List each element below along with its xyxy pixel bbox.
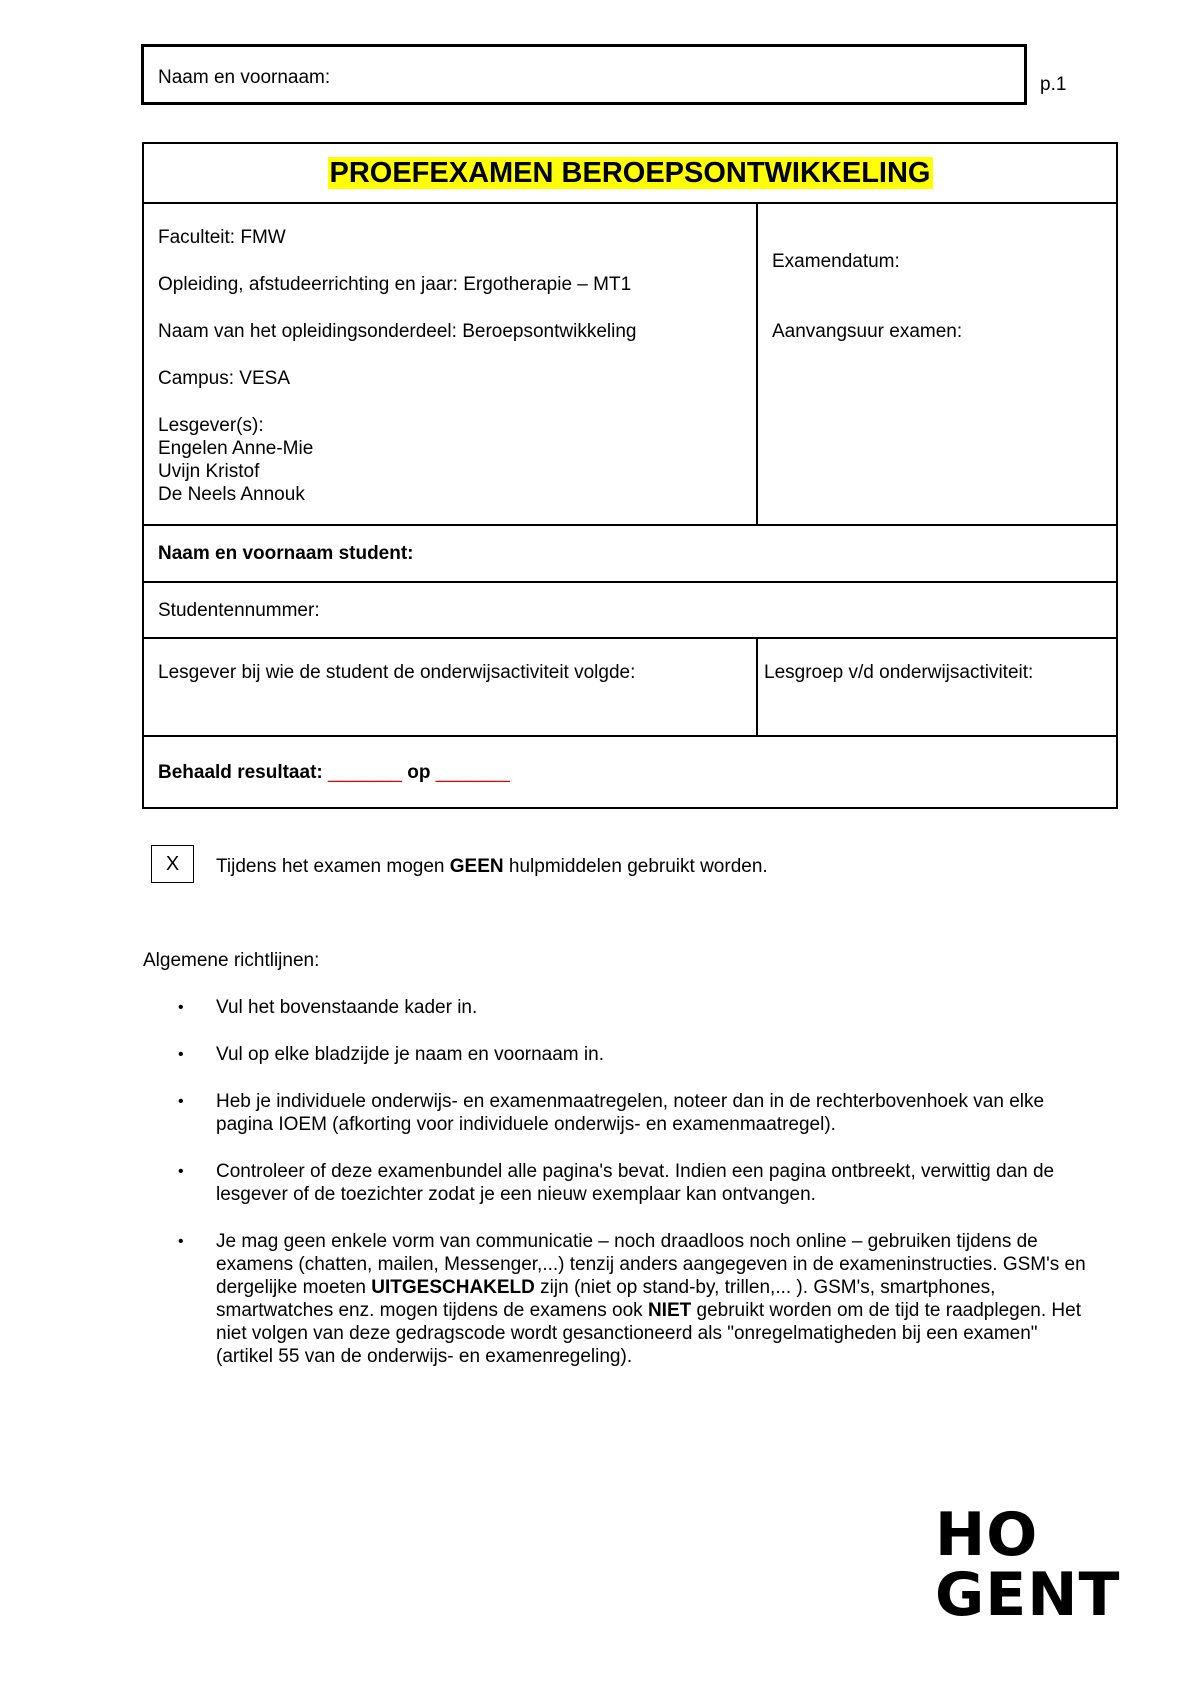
bullet-icon: • [178, 1046, 184, 1063]
lesgevers-list [158, 414, 742, 506]
student-name-label: Naam en voornaam: [158, 67, 331, 88]
lesgever-item: De Neels Annouk [158, 484, 305, 505]
bullet-icon: • [178, 1163, 184, 1180]
aanvangsuur-label: Aanvangsuur examen: [772, 321, 963, 342]
guideline-text: Controleer of deze examenbundel alle pagina's bevat. Indien een pagina ontbreekt, verwittig dan de lesgever of de toezichter zodat je een nieuw exemplaar kan ontvangen. [216, 1161, 1055, 1205]
page-number: p.1 [1040, 74, 1067, 95]
list-item [178, 996, 1096, 1019]
examendatum-label: Examendatum: [772, 251, 900, 272]
no-aids-checkbox[interactable]: X [151, 845, 194, 883]
guideline-text: Je mag geen enkele vorm van communicatie – noch draadloos noch online – gebruiken tijdens de examens (chatten, mailen, Messenger,...) tenzij anders aangegeven in de exameninstructies. GSM's en dergelijke moeten UITGESCHAKELD zijn (niet op stand-by, trillen,... ). GSM's, smartphones, smartwatches enz. mogen tijdens de examens ook NIET gebruikt worden om de tijd te raadplegen. Het niet volgen van deze gedragscode wordt gesanctioneerd als "onregelmatigheden bij een examen" (artikel 55 van de onderwijs- en examenregeling). [216, 1231, 1086, 1367]
student-name-field[interactable] [143, 525, 1117, 582]
resultaat-label: Behaald resultaat: [158, 761, 323, 783]
guideline-text: Vul het bovenstaande kader in. [216, 997, 478, 1018]
bullet-icon: • [178, 999, 184, 1016]
lesgever-student-label: Lesgever bij wie de student de onderwijsactiviteit volgde: [158, 662, 636, 683]
exam-title: PROEFEXAMEN BEROEPSONTWIKKELING [329, 157, 931, 189]
lesgroep-field[interactable] [757, 638, 1117, 736]
studentennummer-field[interactable] [143, 582, 1117, 638]
lesgever-student-field[interactable] [143, 638, 757, 736]
exam-date-cell[interactable] [757, 203, 1117, 525]
bullet-icon: • [178, 1233, 184, 1250]
studentennummer-label: Studentennummer: [158, 599, 320, 621]
logo-line-1: HO [935, 1500, 1039, 1570]
lesgever-item: Engelen Anne-Mie [158, 438, 314, 459]
faculteit: Faculteit: FMW [158, 227, 286, 248]
resultaat-blank-score[interactable]: _______ [328, 761, 402, 783]
hogent-logo [935, 1500, 1121, 1630]
logo-line-2: GENT [935, 1560, 1121, 1630]
list-item [178, 1043, 1096, 1066]
opleiding: Opleiding, afstudeerrichting en jaar: Ergotherapie – MT1 [158, 274, 632, 295]
lesgevers-label: Lesgever(s): [158, 415, 264, 436]
campus: Campus: VESA [158, 368, 290, 389]
list-item [178, 1230, 1096, 1368]
no-aids-text-b: hulpmiddelen gebruikt worden. [503, 856, 768, 877]
guidelines-list [178, 996, 1096, 1392]
resultaat-blank-max[interactable]: _______ [435, 761, 510, 783]
lesgever-item: Uvijn Kristof [158, 461, 260, 482]
resultaat-field[interactable] [143, 736, 1117, 808]
no-aids-text-bold: GEEN [449, 856, 504, 877]
exam-title-cell [143, 143, 1117, 203]
bullet-icon: • [178, 1093, 184, 1110]
resultaat-op: op [407, 761, 431, 783]
guideline-text: Vul op elke bladzijde je naam en voornaam in. [216, 1044, 604, 1065]
guideline-text: Heb je individuele onderwijs- en examenmaatregelen, noteer dan in de rechterbovenhoek van elke pagina IOEM (afkorting voor individuele onderwijs- en examenmaatregel). [216, 1091, 1045, 1135]
guidelines-title: Algemene richtlijnen: [143, 950, 320, 971]
lesgroep-label: Lesgroep v/d onderwijsactiviteit: [764, 662, 1034, 683]
course-info-cell [143, 203, 757, 525]
no-aids-text-a: Tijdens het examen mogen [216, 856, 450, 877]
list-item [178, 1090, 1096, 1136]
list-item [178, 1160, 1096, 1206]
exam-info-table [142, 142, 1118, 809]
student-name-field-label: Naam en voornaam student: [158, 543, 414, 564]
student-name-box[interactable] [141, 44, 1027, 105]
no-aids-text [216, 856, 768, 878]
opleidingsonderdeel: Naam van het opleidingsonderdeel: Beroepsontwikkeling [158, 321, 637, 342]
